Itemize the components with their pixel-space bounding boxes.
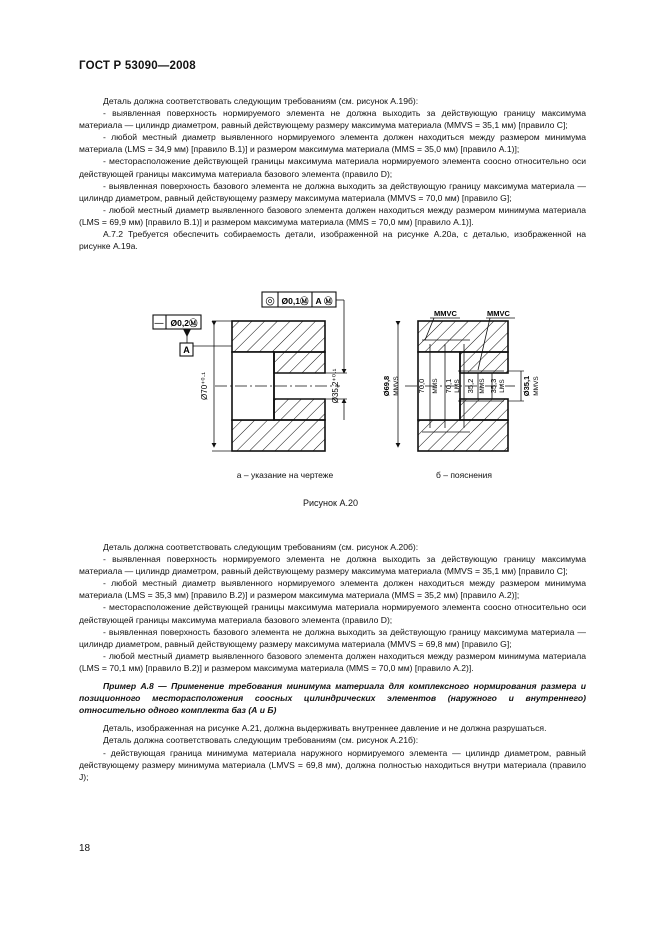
paragraph: - любой местный диаметр выявленного базового элемента должен находиться между размером минимума материала (LMS = 70,1 мм) [правило В.2)] и размером максимума материала (MMS = 70,0 мм) [правило А.2)]. — [79, 650, 586, 673]
example-title: Пример А.8 — Применение требования минимума материала для комплексного нормирования размера и позиционного месторасположения соосных цилиндрических элементов (наружного и внутреннего) относительно одного комплекта баз (А и Б) — [79, 681, 586, 716]
frame-position-datum: А Ⓜ — [315, 296, 333, 306]
label-mmvc-right: MMVC — [487, 309, 510, 318]
paragraph: - месторасположение действующей границы максимума материала нормируемого элемента соосно относительно оси действующей границы максимума материала базового элемента (правило D); — [79, 602, 586, 625]
paragraph: - любой местный диаметр выявленного нормируемого элемента должен находиться между размером минимума материала (LMS = 34,9 мм) [правило В.1)] и размером максимума материала (MMS = 35,0 мм) [правило А.1)]; — [79, 132, 586, 155]
frame-position-symbol: ◎ — [265, 294, 275, 307]
paragraph: - любой местный диаметр выявленного нормируемого элемента должен находиться между размером минимума материала (LMS = 35,3 мм) [правило В.2)] и размером максимума материала (MMS = 35,2 мм) [правило А.2)]; — [79, 578, 586, 601]
dim-a-outer: Ø70⁺⁰·¹ — [200, 372, 209, 400]
paragraph: - выявленная поверхность базового элемента не должна выходить за действующую границу максимума материала — цилиндр диаметром, равный действующему размеру максимума материала (MMVS = 70,0 мм) [правило G]; — [79, 180, 586, 203]
dim-b-70-1: 70,1 — [444, 378, 453, 394]
text-block-2 — [79, 541, 586, 783]
frame-straightness-symbol: — — [154, 318, 164, 329]
dim-b-35-2-sub: MMS — [479, 378, 486, 394]
dim-b-35-3-sub: LMS — [499, 379, 506, 393]
figure-caption: Рисунок А.20 — [303, 498, 358, 508]
paragraph: Деталь, изображенная на рисунке А.21, должна выдерживать внутреннее давление и не должна разрушаться. — [103, 723, 547, 734]
dim-b-35-3: 35,3 — [489, 378, 498, 394]
page-number: 18 — [79, 843, 91, 854]
paragraph: А.7.2 Требуется обеспечить собираемость детали, изображенной на рисунке А.20а, с деталью, изображенной на рисунке А.19а. — [79, 229, 586, 252]
subcaption-a: а – указание на чертеже — [236, 470, 334, 480]
paragraph: - любой местный диаметр выявленного базового элемента должен находиться между размером минимума материала (LMS = 69,9 мм) [правило В.1)] и размером максимума материала (MMS = 70,0 мм) [правило А.1)]. — [79, 204, 586, 227]
dim-b-35-1: Ø35,1 — [522, 375, 531, 397]
dim-b-35-2: 35,2 — [466, 378, 475, 394]
frame-position-value: Ø0,1Ⓜ — [281, 296, 309, 306]
frame-straightness-value: Ø0,2Ⓜ — [170, 318, 198, 328]
paragraph: - месторасположение действующей границы максимума материала нормируемого элемента соосно относительно оси действующей границы максимума материала базового элемента (правило D); — [79, 156, 586, 179]
paragraph: Деталь должна соответствовать следующим требованиям (см. рисунок А.20б): — [103, 542, 419, 552]
paragraph: - выявленная поверхность нормируемого элемента не должна выходить за действующую границу максимума материала — цилиндр диаметром, равный действующему размеру максимума материала (MMVS = 35,1 мм) [правило С]; — [79, 108, 586, 131]
dim-b-35-1-sub: MMVS — [533, 376, 540, 396]
paragraph: - действующая граница минимума материала наружного нормируемого элемента — цилиндр диаметром, равный действующему размеру минимума материала (LMVS = 69,8 мм), должна полностью находиться внутри материала (правило J); — [79, 747, 586, 782]
subcaption-b: б – пояснения — [436, 470, 492, 480]
datum-letter: А — [183, 345, 190, 355]
dim-b-outer-sub: MMVS — [393, 376, 400, 396]
dim-b-outer: Ø69,8 — [382, 375, 391, 397]
label-mmvc-left: MMVC — [434, 309, 457, 318]
paragraph: - выявленная поверхность базового элемента не должна выходить за действующую границу максимума материала — цилиндр диаметром, равный действующему размеру максимума материала (MMVS = 69,8 мм) [правило G]; — [79, 626, 586, 649]
paragraph: Деталь должна соответствовать следующим требованиям (см. рисунок А.21б): — [103, 735, 419, 746]
paragraph: - выявленная поверхность нормируемого элемента не должна выходить за действующую границу максимума материала — цилиндр диаметром, равный действующему размеру максимума материала (MMVS = 35,1 мм) [правило С]; — [79, 554, 586, 577]
dim-a-inner: Ø35,2⁺⁰·¹ — [331, 368, 340, 404]
dim-b-70-0-sub: MMS — [432, 378, 439, 394]
dim-b-70-0: 70,0 — [417, 378, 426, 394]
document-header: ГОСТ Р 53090—2008 — [79, 60, 196, 72]
paragraph: Деталь должна соответствовать следующим требованиям (см. рисунок А.19б): — [103, 96, 419, 106]
dim-b-70-1-sub: LMS — [454, 379, 461, 393]
